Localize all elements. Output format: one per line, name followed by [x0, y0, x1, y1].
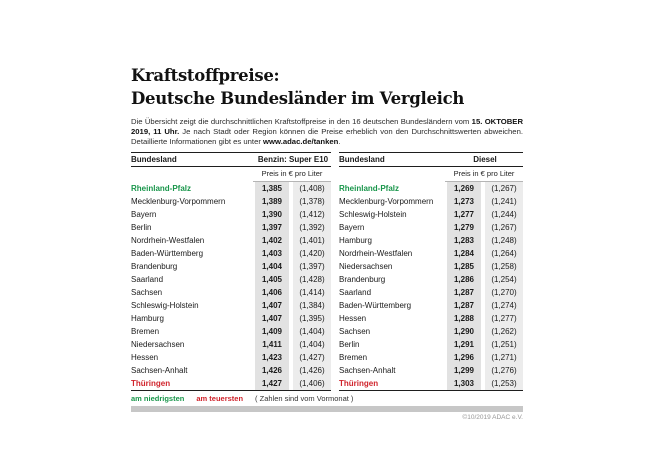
previous-month-price: (1,404) — [293, 325, 331, 338]
current-price: 1,407 — [255, 299, 289, 312]
table-row — [339, 234, 523, 247]
current-price: 1,403 — [255, 247, 289, 260]
table-row — [339, 325, 523, 338]
current-price: 1,389 — [255, 195, 289, 208]
state-name: Schleswig-Holstein — [339, 210, 407, 219]
page-title — [131, 64, 523, 110]
current-price: 1,411 — [255, 338, 289, 351]
current-price: 1,287 — [447, 299, 481, 312]
current-price: 1,269 — [447, 182, 481, 195]
current-price: 1,303 — [447, 377, 481, 390]
state-name: Niedersachsen — [339, 262, 393, 271]
current-price: 1,285 — [447, 260, 481, 273]
current-price: 1,390 — [255, 208, 289, 221]
table-row — [131, 312, 331, 325]
state-name: Bayern — [131, 210, 157, 219]
title-line-2: Deutsche Bundesländer im Vergleich — [131, 89, 465, 108]
state-name: Thüringen — [131, 379, 171, 388]
adac-tanken-url: www.adac.de/tanken — [263, 137, 339, 146]
previous-month-price: (1,427) — [293, 351, 331, 364]
state-name: Hessen — [131, 353, 159, 362]
table-benzin-super-e10 — [131, 152, 331, 391]
current-price: 1,296 — [447, 351, 481, 364]
previous-month-price: (1,271) — [485, 351, 523, 364]
previous-month-price: (1,264) — [485, 247, 523, 260]
previous-month-price: (1,412) — [293, 208, 331, 221]
previous-month-price: (1,277) — [485, 312, 523, 325]
table-row — [131, 273, 331, 286]
state-name: Rheinland-Pfalz — [131, 184, 192, 193]
previous-month-price: (1,276) — [485, 364, 523, 377]
previous-month-price: (1,404) — [293, 338, 331, 351]
table-row — [339, 273, 523, 286]
state-name: Mecklenburg-Vorpommern — [339, 197, 434, 206]
divider-bar — [131, 406, 523, 412]
current-price: 1,273 — [447, 195, 481, 208]
table-row — [339, 208, 523, 221]
subheader-spacer — [131, 167, 253, 182]
current-price: 1,385 — [255, 182, 289, 195]
current-price: 1,406 — [255, 286, 289, 299]
previous-month-price: (1,267) — [485, 221, 523, 234]
state-name: Sachsen — [339, 327, 371, 336]
previous-month-price: (1,251) — [485, 338, 523, 351]
current-price: 1,291 — [447, 338, 481, 351]
table-body-benzin — [131, 182, 331, 391]
unit-label-diesel: Preis in € pro Liter — [445, 167, 523, 182]
table-row — [339, 299, 523, 312]
table-row — [131, 299, 331, 312]
table-row — [339, 221, 523, 234]
current-price: 1,407 — [255, 312, 289, 325]
table-row — [339, 351, 523, 364]
current-price: 1,426 — [255, 364, 289, 377]
state-name: Brandenburg — [339, 275, 386, 284]
table-row — [131, 286, 331, 299]
previous-month-price: (1,267) — [485, 182, 523, 195]
table-row — [339, 338, 523, 351]
state-name: Hamburg — [339, 236, 372, 245]
previous-month-price: (1,397) — [293, 260, 331, 273]
current-price: 1,427 — [255, 377, 289, 390]
previous-month-price: (1,384) — [293, 299, 331, 312]
color-legend — [131, 394, 523, 403]
state-name: Niedersachsen — [131, 340, 185, 349]
previous-month-price: (1,392) — [293, 221, 331, 234]
current-price: 1,287 — [447, 286, 481, 299]
column-header-bundesland: Bundesland — [339, 155, 385, 164]
current-price: 1,409 — [255, 325, 289, 338]
current-price: 1,423 — [255, 351, 289, 364]
table-row — [131, 195, 331, 208]
table-row — [339, 364, 523, 377]
subheader-spacer — [339, 167, 445, 182]
table-subheader-row — [339, 167, 523, 182]
state-name: Nordrhein-Westfalen — [339, 249, 413, 258]
previous-month-price: (1,426) — [293, 364, 331, 377]
intro-text — [131, 117, 523, 147]
table-row — [131, 208, 331, 221]
intro-part-3: . — [338, 137, 341, 146]
table-header-row — [131, 152, 331, 167]
state-name: Brandenburg — [131, 262, 178, 271]
current-price: 1,277 — [447, 208, 481, 221]
state-name: Schleswig-Holstein — [131, 301, 199, 310]
current-price: 1,284 — [447, 247, 481, 260]
previous-month-price: (1,406) — [293, 377, 331, 390]
table-row — [131, 234, 331, 247]
previous-month-price: (1,254) — [485, 273, 523, 286]
table-subheader-row — [131, 167, 331, 182]
column-header-bundesland: Bundesland — [131, 155, 177, 164]
current-price: 1,286 — [447, 273, 481, 286]
table-body-diesel — [339, 182, 523, 391]
state-name: Mecklenburg-Vorpommern — [131, 197, 226, 206]
table-header-row — [339, 152, 523, 167]
previous-month-price: (1,401) — [293, 234, 331, 247]
state-name: Bayern — [339, 223, 365, 232]
previous-month-price: (1,378) — [293, 195, 331, 208]
state-name: Sachsen-Anhalt — [131, 366, 188, 375]
state-name: Berlin — [339, 340, 360, 349]
column-header-benzin: Benzin: Super E10 — [257, 155, 329, 164]
copyright: ©10/2019 ADAC e.V. — [462, 414, 523, 421]
previous-month-price: (1,414) — [293, 286, 331, 299]
table-row — [131, 338, 331, 351]
state-name: Bremen — [339, 353, 368, 362]
table-row — [339, 260, 523, 273]
current-price: 1,404 — [255, 260, 289, 273]
unit-label-benzin: Preis in € pro Liter — [253, 167, 331, 182]
table-row — [131, 325, 331, 338]
previous-month-price: (1,395) — [293, 312, 331, 325]
fuel-price-infographic — [131, 0, 523, 421]
current-price: 1,402 — [255, 234, 289, 247]
state-name: Berlin — [131, 223, 152, 232]
legend-lowest: am niedrigsten — [131, 394, 185, 403]
state-name: Saarland — [339, 288, 372, 297]
state-name: Baden-Württemberg — [131, 249, 204, 258]
current-price: 1,288 — [447, 312, 481, 325]
previous-month-price: (1,262) — [485, 325, 523, 338]
legend-highest: am teuersten — [196, 394, 244, 403]
column-header-diesel: Diesel — [473, 155, 497, 164]
state-name: Nordrhein-Westfalen — [131, 236, 205, 245]
state-name: Hamburg — [131, 314, 164, 323]
state-name: Sachsen — [131, 288, 163, 297]
state-name: Hessen — [339, 314, 367, 323]
table-row — [339, 195, 523, 208]
price-tables — [131, 152, 523, 391]
table-row — [339, 182, 523, 195]
previous-month-price: (1,428) — [293, 273, 331, 286]
state-name: Bremen — [131, 327, 160, 336]
state-name: Rheinland-Pfalz — [339, 184, 400, 193]
previous-month-price: (1,244) — [485, 208, 523, 221]
state-name: Baden-Württemberg — [339, 301, 412, 310]
previous-month-price: (1,248) — [485, 234, 523, 247]
previous-month-price: (1,253) — [485, 377, 523, 390]
table-row — [131, 377, 331, 390]
current-price: 1,283 — [447, 234, 481, 247]
intro-date: 15. OKTOBER 2019, 11 Uhr. — [131, 117, 523, 136]
current-price: 1,299 — [447, 364, 481, 377]
table-row — [131, 260, 331, 273]
current-price: 1,397 — [255, 221, 289, 234]
current-price: 1,279 — [447, 221, 481, 234]
intro-part-1: Die Übersicht zeigt die durchschnittlichen Kraftstoffpreise in den 16 deutschen Bundesländern vom — [131, 117, 472, 126]
previous-month-price: (1,408) — [293, 182, 331, 195]
previous-month-price: (1,241) — [485, 195, 523, 208]
current-price: 1,290 — [447, 325, 481, 338]
previous-month-price: (1,258) — [485, 260, 523, 273]
state-name: Saarland — [131, 275, 164, 284]
table-diesel — [339, 152, 523, 391]
table-row — [131, 182, 331, 195]
table-row — [131, 351, 331, 364]
intro-part-2: Je nach Stadt oder Region können die Preise erheblich von den Durchschnittswerten abweichen. Detaillierte Informationen gibt es unter — [131, 127, 523, 146]
state-name: Sachsen-Anhalt — [339, 366, 396, 375]
state-name: Thüringen — [339, 379, 379, 388]
previous-month-price: (1,270) — [485, 286, 523, 299]
previous-month-price: (1,420) — [293, 247, 331, 260]
table-row — [339, 377, 523, 390]
previous-month-price: (1,274) — [485, 299, 523, 312]
current-price: 1,405 — [255, 273, 289, 286]
table-row — [131, 247, 331, 260]
table-row — [131, 221, 331, 234]
legend-note: ( Zahlen sind vom Vormonat ) — [255, 394, 354, 403]
table-row — [339, 312, 523, 325]
table-row — [339, 247, 523, 260]
table-row — [339, 286, 523, 299]
table-row — [131, 364, 331, 377]
title-line-1: Kraftstoffpreise: — [131, 66, 280, 85]
